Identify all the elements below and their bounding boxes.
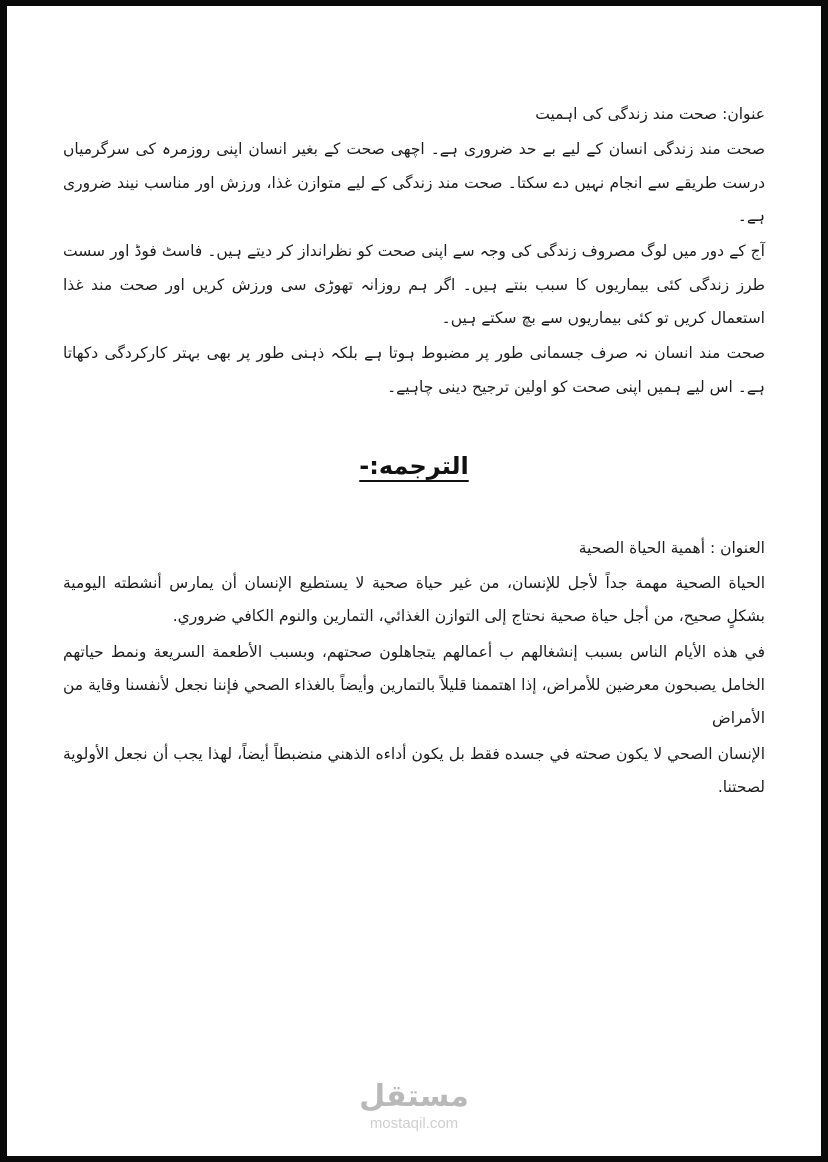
- arabic-paragraph-3: الإنسان الصحي لا يكون صحته في جسده فقط بل يكون أداءه الذهني منضبطاً أيضاً، لهذا يجب أن نجعل الأولوية لصحتنا.: [63, 744, 765, 796]
- arabic-section: [63, 532, 765, 805]
- document-content: [63, 98, 765, 806]
- urdu-title: عنوان: صحت مند زندگی کی اہمیت: [535, 105, 765, 123]
- document-page: [7, 6, 821, 1156]
- arabic-paragraph-2: في هذه الأيام الناس بسبب إنشغالهم ب أعمالهم يتجاهلون صحتهم، وبسبب الأطعمة السريعة ونمط حياتهم الخامل يصبحون معرضين للأمراض، إذا اهتممنا قليلاً بالتمارين وأيضاً بالغذاء الصحي فإننا نجعل لأنفسنا وقاية من الأمراض: [63, 642, 765, 728]
- urdu-section: [63, 98, 765, 404]
- urdu-paragraph-2: آج کے دور میں لوگ مصروف زندگی کی وجہ سے اپنی صحت کو نظرانداز کر دیتے ہیں۔ فاسٹ فوڈ اور سست طرز زندگی کئی بیماریوں کا سبب بنتے ہیں۔ اگر ہم روزانہ تھوڑی سی ورزش کریں اور صحت مند غذا استعمال کریں تو کئی بیماریوں سے بچ سکتے ہیں۔: [63, 242, 765, 327]
- translation-heading: الترجمه:-: [359, 451, 469, 480]
- urdu-paragraph-3: صحت مند انسان نہ صرف جسمانی طور پر مضبوط ہوتا ہے بلکہ ذہنی طور پر بھی بہتر کارکردگی دکھاتا ہے۔ اس لیے ہمیں اپنی صحت کو اولین ترجیح دینی چاہیے۔: [63, 344, 765, 396]
- watermark-site-url: mostaqil.com: [369, 1115, 459, 1132]
- mostaql-logo: مستقل: [359, 1079, 469, 1114]
- urdu-paragraph-1: صحت مند زندگی انسان کے لیے بے حد ضروری ہے۔ اچھی صحت کے بغیر انسان اپنی روزمرہ کی سرگرمیاں درست طریقے سے انجام نہیں دے سکتا۔ صحت مند زندگی کے لیے متوازن غذا، ورزش اور مناسب نیند ضروری ہے۔: [63, 140, 765, 225]
- arabic-title: العنوان : أهمية الحياة الصحية: [578, 538, 765, 557]
- watermark: [7, 1080, 821, 1132]
- arabic-paragraph-1: الحياة الصحية مهمة جداً لأجل للإنسان، من غير حياة صحية لا يستطيع الإنسان أن يمارس أنشطته اليومية بشكلٍ صحيح، من أجل حياة صحية نحتاج إلى التوازن الغذائي، التمارين والنوم الكافي ضروري.: [63, 574, 765, 626]
